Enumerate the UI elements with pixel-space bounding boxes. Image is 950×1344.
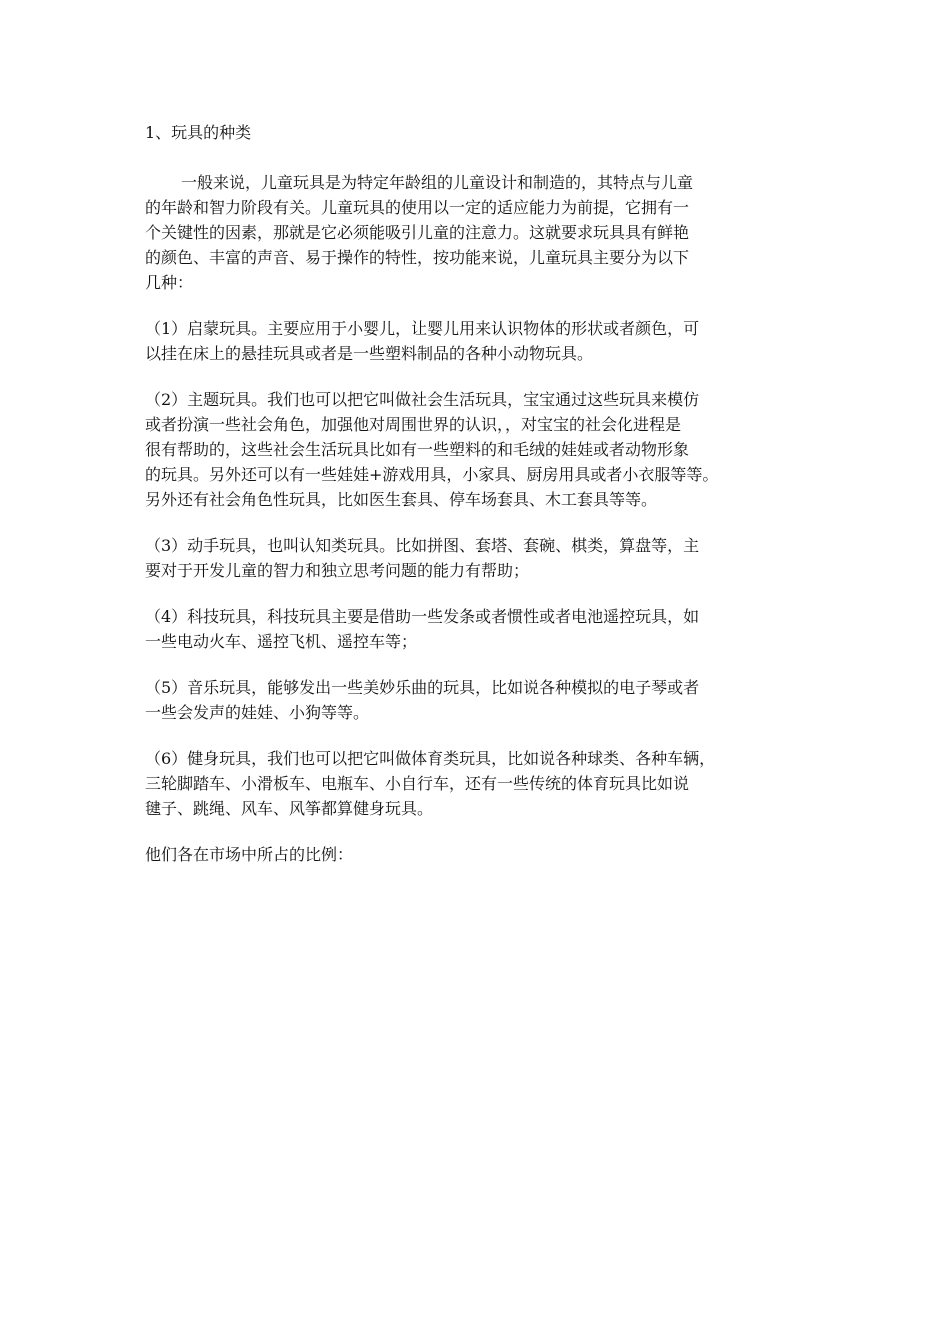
document-body (145, 120, 835, 867)
category-line: 很有帮助的，这些社会生活玩具比如有一些塑料的和毛绒的娃娃或者动物形象 (145, 440, 690, 459)
category-line: （6）健身玩具，我们也可以把它叫做体育类玩具，比如说各种球类、各种车辆， (145, 749, 716, 768)
intro-line: 的年龄和智力阶段有关。儿童玩具的使用以一定的适应能力为前提，它拥有一 (145, 198, 690, 217)
category-line: 毽子、跳绳、风车、风筝都算健身玩具。 (145, 799, 434, 818)
section-heading: 1、玩具的种类 (145, 123, 252, 142)
category-tech-toys (145, 604, 835, 654)
category-line: 一些会发声的娃娃、小狗等等。 (145, 703, 370, 722)
category-line: （4）科技玩具，科技玩具主要是借助一些发条或者惯性或者电池遥控玩具，如 (145, 607, 700, 626)
intro-line: 一般来说，儿童玩具是为特定年龄组的儿童设计和制造的，其特点与儿童 (181, 173, 694, 192)
category-theme-toys (145, 387, 835, 512)
category-music-toys (145, 675, 835, 725)
category-line: 三轮脚踏车、小滑板车、电瓶车、小自行车，还有一些传统的体育玩具比如说 (145, 774, 690, 793)
category-line: 另外还有社会角色性玩具，比如医生套具、停车场套具、木工套具等等。 (145, 490, 658, 509)
intro-line: 个关键性的因素，那就是它必须能吸引儿童的注意力。这就要求玩具具有鲜艳 (145, 223, 690, 242)
category-line: （5）音乐玩具，能够发出一些美妙乐曲的玩具，比如说各种模拟的电子琴或者 (145, 678, 700, 697)
category-line: （3）动手玩具，也叫认知类玩具。比如拼图、套塔、套碗、棋类，算盘等，主 (145, 536, 700, 555)
category-line: 要对于开发儿童的智力和独立思考问题的能力有帮助； (145, 561, 530, 580)
category-line: 以挂在床上的悬挂玩具或者是一些塑料制品的各种小动物玩具。 (145, 344, 594, 363)
category-line: （1）启蒙玩具。主要应用于小婴儿，让婴儿用来认识物体的形状或者颜色，可 (145, 319, 700, 338)
intro-line: 的颜色、丰富的声音、易于操作的特性，按功能来说，儿童玩具主要分为以下 (145, 248, 690, 267)
intro-paragraph (145, 170, 835, 295)
category-fitness-toys (145, 746, 835, 821)
category-line: 的玩具。另外还可以有一些娃娃+游戏用具，小家具、厨房用具或者小衣服等等。 (145, 465, 719, 484)
category-enlightenment-toys (145, 316, 835, 366)
category-line: 一些电动火车、遥控飞机、遥控车等； (145, 632, 418, 651)
category-line: 或者扮演一些社会角色，加强他对周围世界的认识，，对宝宝的社会化进程是 (145, 415, 682, 434)
category-line: （2）主题玩具。我们也可以把它叫做社会生活玩具，宝宝通过这些玩具来模仿 (145, 390, 700, 409)
intro-line: 几种： (145, 273, 194, 292)
closing-line: 他们各在市场中所占的比例： (145, 845, 354, 864)
category-hands-on-toys (145, 533, 835, 583)
